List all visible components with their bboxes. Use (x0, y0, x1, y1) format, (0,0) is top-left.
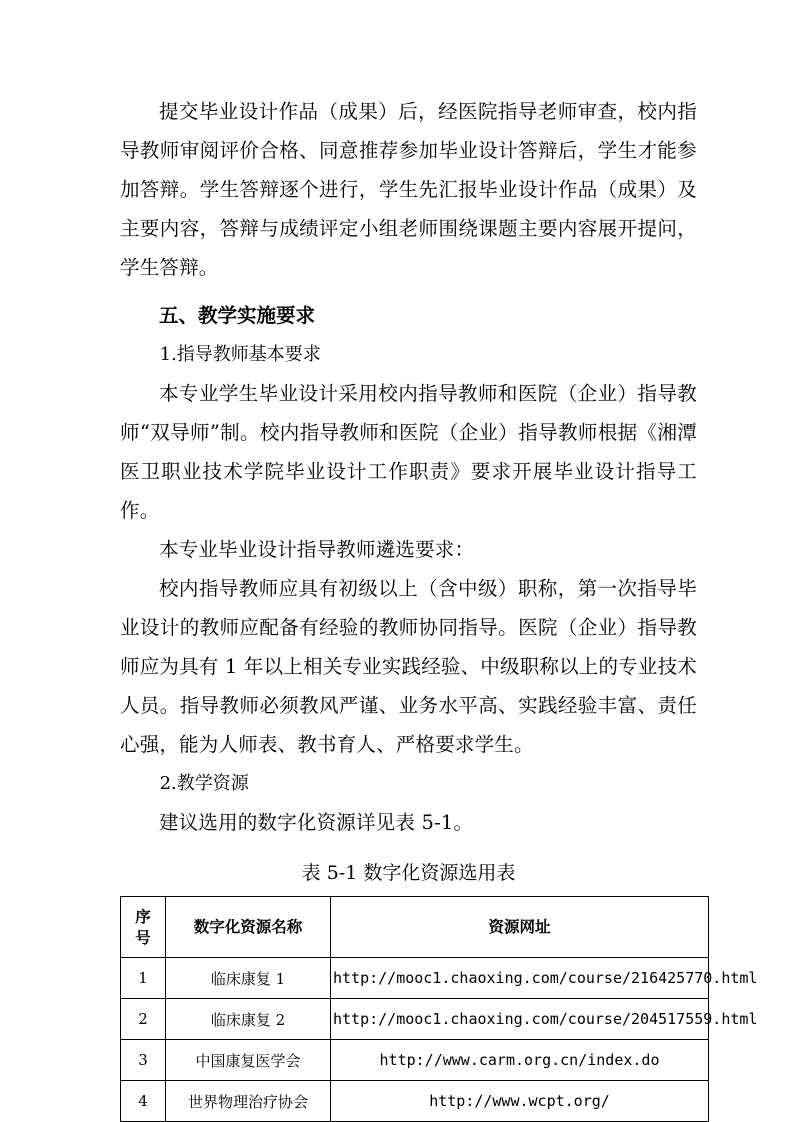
table-cell-name: 临床康复 2 (166, 999, 331, 1040)
table-header-name: 数字化资源名称 (166, 897, 331, 958)
table-cell-url[interactable]: http://www.wcpt.org/ (331, 1081, 709, 1122)
paragraph-body-1: 本专业学生毕业设计采用校内指导教师和医院（企业）指导教师“双导师”制。校内指导教师和医院（企业）指导教师根据《湘潭医卫职业技术学院毕业设计工作职责》要求开展毕业设计指导工作。 (120, 382, 697, 522)
table-header-url: 资源网址 (331, 897, 709, 958)
table-cell-url[interactable]: http://mooc1.chaoxing.com/course/216425770.html (331, 958, 709, 999)
paragraph-intro: 提交毕业设计作品（成果）后，经医院指导老师审查，校内指导教师审阅评价合格、同意推荐参加毕业设计答辩后，学生才能参加答辩。学生答辩逐个进行，学生先汇报毕业设计作品（成果）及主要内容，答辩与成绩评定小组老师围绕课题主要内容展开提问，学生答辩。 (120, 100, 697, 279)
table-header-row (121, 897, 709, 958)
table-cell-url[interactable]: http://mooc1.chaoxing.com/course/204517559.html (331, 999, 709, 1040)
table-header-index (121, 897, 166, 958)
table-cell-index: 1 (121, 958, 166, 999)
table-header-index-line2: 号 (135, 928, 151, 947)
subsection-1-title: 1.指导教师基本要求 (159, 344, 321, 365)
table-cell-name: 世界物理治疗协会 (166, 1081, 331, 1122)
table-cell-url[interactable]: http://www.carm.org.cn/index.do (331, 1040, 709, 1081)
subsection-2-title: 2.教学资源 (159, 773, 249, 794)
table-cell-index: 4 (121, 1081, 166, 1122)
paragraph-body-2: 本专业毕业设计指导教师遴选要求： (159, 538, 475, 561)
table-row (121, 1081, 709, 1122)
table-row (121, 999, 709, 1040)
section-heading-five: 五、教学实施要求 (159, 304, 316, 327)
table-row (121, 958, 709, 999)
table-cell-index: 2 (121, 999, 166, 1040)
table-cell-name: 中国康复医学会 (166, 1040, 331, 1081)
table-header-index-line1: 序 (135, 907, 151, 926)
digital-resources-table (120, 896, 758, 1122)
paragraph-body-4: 建议选用的数字化资源详见表 5-1。 (159, 811, 474, 834)
table-cell-name: 临床康复 1 (166, 958, 331, 999)
table-caption: 表 5-1 数字化资源选用表 (301, 862, 516, 884)
paragraph-body-3: 校内指导教师应具有初级以上（含中级）职称，第一次指导毕业设计的教师应配备有经验的教师协同指导。医院（企业）指导教师应为具有 1 年以上相关专业实践经验、中级职称以上的专业技术人员。指导教师必须教风严谨、业务水平高、实践经验丰富、责任心强，能为人师表、教书育人、严格要求学生。 (120, 577, 698, 756)
table-cell-index: 3 (121, 1040, 166, 1081)
table-row (121, 1040, 709, 1081)
